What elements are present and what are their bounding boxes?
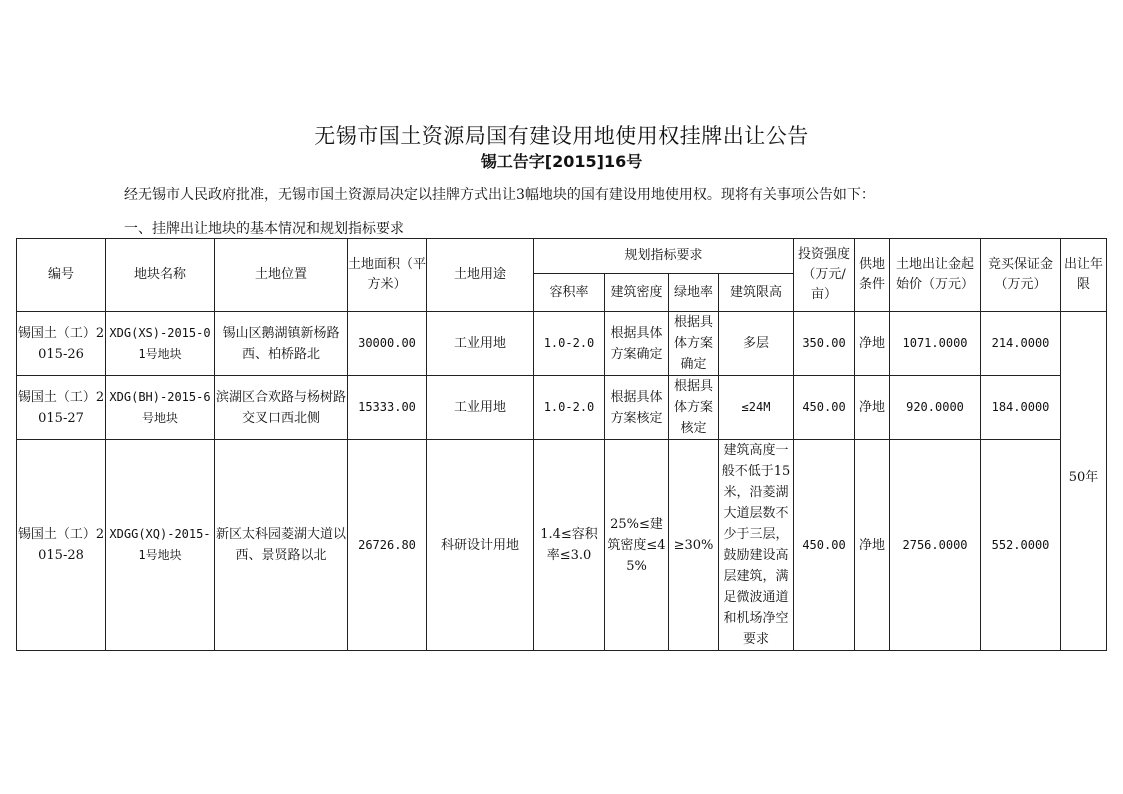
header-supply: 供地条件 bbox=[855, 239, 890, 312]
cell-start-price: 920.0000 bbox=[890, 376, 981, 440]
header-name: 地块名称 bbox=[106, 239, 215, 312]
cell-location: 新区太科园菱湖大道以西、景贤路以北 bbox=[215, 440, 348, 651]
cell-green: 根据具体方案确定 bbox=[669, 312, 719, 376]
cell-supply: 净地 bbox=[855, 440, 890, 651]
cell-term: 50年 bbox=[1061, 312, 1107, 651]
table-row bbox=[17, 440, 1107, 651]
cell-name: XDG(XS)-2015-01号地块 bbox=[106, 312, 215, 376]
parcel-table bbox=[16, 238, 1107, 651]
header-deposit: 竞买保证金（万元） bbox=[981, 239, 1061, 312]
document-title: 无锡市国土资源局国有建设用地使用权挂牌出让公告 bbox=[314, 124, 809, 148]
cell-deposit: 214.0000 bbox=[981, 312, 1061, 376]
cell-area: 26726.80 bbox=[348, 440, 427, 651]
cell-deposit: 552.0000 bbox=[981, 440, 1061, 651]
table-row bbox=[17, 312, 1107, 376]
cell-code: 锡国土（工）2015-28 bbox=[17, 440, 106, 651]
header-use: 土地用途 bbox=[427, 239, 534, 312]
cell-start-price: 2756.0000 bbox=[890, 440, 981, 651]
cell-height: 多层 bbox=[719, 312, 794, 376]
cell-start-price: 1071.0000 bbox=[890, 312, 981, 376]
cell-supply: 净地 bbox=[855, 376, 890, 440]
header-planning-group: 规划指标要求 bbox=[534, 239, 794, 274]
cell-far: 1.0-2.0 bbox=[534, 376, 605, 440]
cell-code: 锡国土（工）2015-26 bbox=[17, 312, 106, 376]
section-heading: 一、挂牌出让地块的基本情况和规划指标要求 bbox=[124, 221, 404, 237]
cell-green: ≥30% bbox=[669, 440, 719, 651]
cell-deposit: 184.0000 bbox=[981, 376, 1061, 440]
cell-use: 工业用地 bbox=[427, 312, 534, 376]
cell-investment: 450.00 bbox=[794, 440, 855, 651]
cell-use: 科研设计用地 bbox=[427, 440, 534, 651]
intro-paragraph: 经无锡市人民政府批准，无锡市国土资源局决定以挂牌方式出让3幅地块的国有建设用地使用权。现将有关事项公告如下： bbox=[124, 187, 875, 203]
cell-density: 25%≤建筑密度≤45% bbox=[605, 440, 669, 651]
cell-area: 30000.00 bbox=[348, 312, 427, 376]
header-density: 建筑密度 bbox=[605, 274, 669, 312]
header-investment: 投资强度（万元/亩） bbox=[794, 239, 855, 312]
document-number: 锡工告字[2015]16号 bbox=[480, 152, 643, 171]
cell-location: 滨湖区合欢路与杨树路交叉口西北侧 bbox=[215, 376, 348, 440]
cell-far: 1.4≤容积率≤3.0 bbox=[534, 440, 605, 651]
header-green: 绿地率 bbox=[669, 274, 719, 312]
cell-supply: 净地 bbox=[855, 312, 890, 376]
header-height: 建筑限高 bbox=[719, 274, 794, 312]
cell-investment: 350.00 bbox=[794, 312, 855, 376]
cell-name: XDGG(XQ)-2015-1号地块 bbox=[106, 440, 215, 651]
header-term: 出让年限 bbox=[1061, 239, 1107, 312]
cell-investment: 450.00 bbox=[794, 376, 855, 440]
cell-height: 建筑高度一般不低于15米，沿菱湖大道层数不少于三层，鼓励建设高层建筑，满足微波通道和机场净空要求 bbox=[719, 440, 794, 651]
cell-code: 锡国土（工）2015-27 bbox=[17, 376, 106, 440]
cell-use: 工业用地 bbox=[427, 376, 534, 440]
header-far: 容积率 bbox=[534, 274, 605, 312]
cell-density: 根据具体方案核定 bbox=[605, 376, 669, 440]
header-area: 土地面积（平方米） bbox=[348, 239, 427, 312]
cell-location: 锡山区鹅湖镇新杨路西、柏桥路北 bbox=[215, 312, 348, 376]
cell-far: 1.0-2.0 bbox=[534, 312, 605, 376]
header-start-price: 土地出让金起始价（万元） bbox=[890, 239, 981, 312]
header-code: 编号 bbox=[17, 239, 106, 312]
cell-green: 根据具体方案核定 bbox=[669, 376, 719, 440]
cell-name: XDG(BH)-2015-6号地块 bbox=[106, 376, 215, 440]
table-row bbox=[17, 376, 1107, 440]
header-location: 土地位置 bbox=[215, 239, 348, 312]
cell-density: 根据具体方案确定 bbox=[605, 312, 669, 376]
cell-height: ≤24M bbox=[719, 376, 794, 440]
cell-area: 15333.00 bbox=[348, 376, 427, 440]
